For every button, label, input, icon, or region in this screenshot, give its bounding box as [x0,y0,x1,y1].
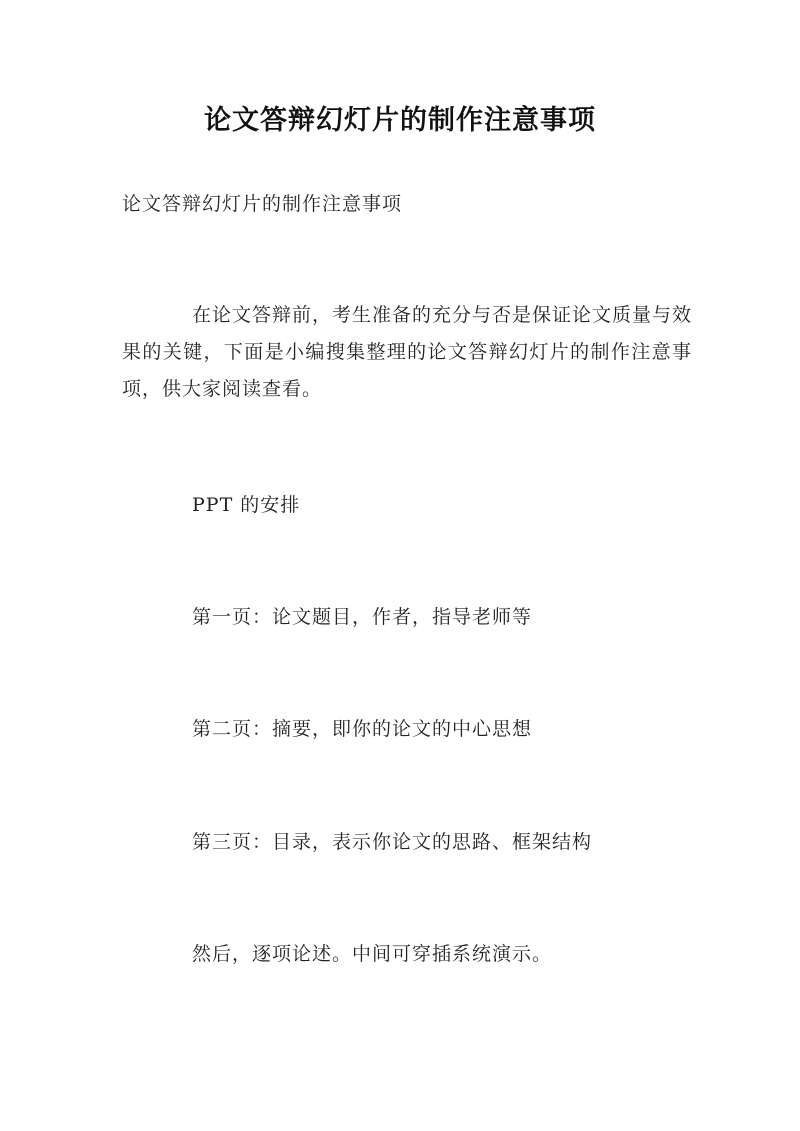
document-title: 论文答辩幻灯片的制作注意事项 [204,105,596,136]
intro-paragraph: 在论文答辩前，考生准备的充分与否是保证论文质量与效果的关键，下面是小编搜集整理的论文答辩幻灯片的制作注意事项，供大家阅读查看。 [122,304,693,400]
ppt-heading: PPT 的安排 [192,494,301,516]
page-two-item: 第二页：摘要，即你的论文的中心思想 [192,718,533,740]
page-three-item: 第三页：目录，表示你论文的思路、框架结构 [192,831,593,853]
closing-line: 然后，逐项论述。中间可穿插系统演示。 [192,943,553,965]
page-one-item: 第一页：论文题目，作者，指导老师等 [192,606,533,628]
document-subtitle: 论文答辩幻灯片的制作注意事项 [122,193,403,215]
